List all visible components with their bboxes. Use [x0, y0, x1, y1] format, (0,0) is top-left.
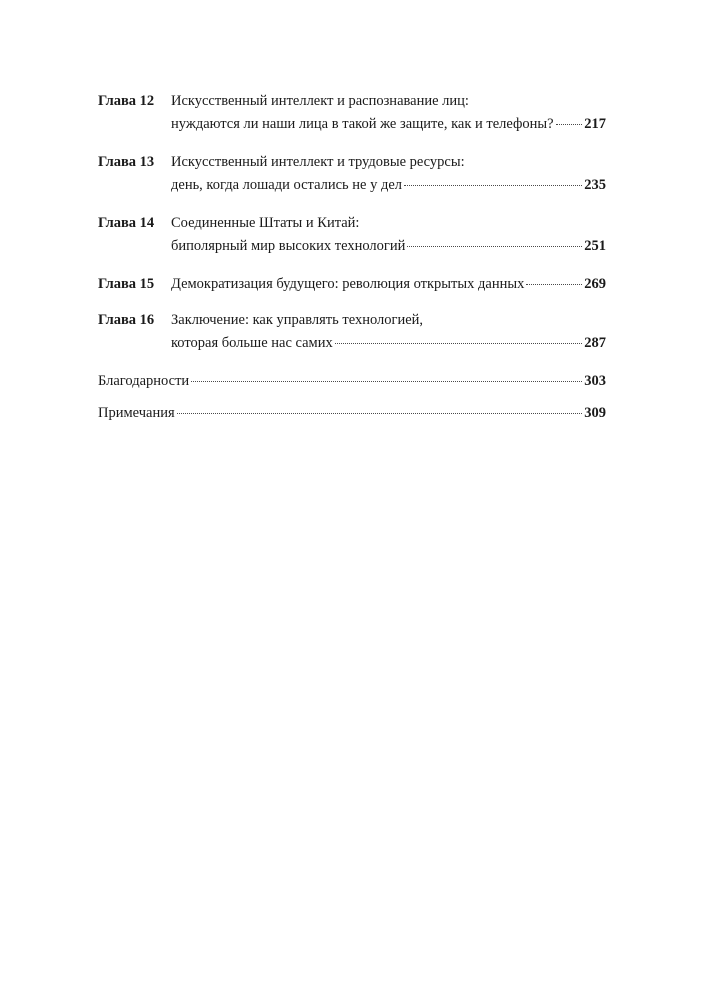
chapter-title	[171, 273, 606, 296]
page-number: 251	[584, 238, 606, 254]
chapter-title	[171, 151, 606, 197]
page-number: 303	[584, 373, 606, 389]
dot-leader	[404, 184, 582, 186]
chapter-title-line-1: Искусственный интеллект и трудовые ресурсы:	[171, 154, 465, 170]
chapter-title-line-2	[171, 235, 606, 258]
chapter-label: Глава 15	[98, 276, 155, 292]
chapter-title-line-2-text: день, когда лошади остались не у дел	[171, 177, 403, 193]
toc-entry-chapter-12[interactable]	[98, 90, 606, 136]
toc-entry-chapter-14[interactable]	[98, 212, 606, 258]
chapter-title-line-2	[171, 332, 606, 355]
toc-entry-chapter-15[interactable]	[98, 273, 606, 296]
chapter-label: Глава 12	[98, 93, 155, 109]
chapter-title-line-1-text: Демократизация будущего: революция открытых данных	[171, 276, 525, 292]
dot-leader	[177, 412, 583, 414]
dot-leader	[191, 380, 582, 382]
page-number: 217	[584, 116, 606, 132]
section-title: Примечания	[98, 405, 175, 421]
chapter-label: Глава 13	[98, 154, 155, 170]
toc-entry-notes[interactable]	[98, 402, 606, 425]
chapter-title	[171, 309, 606, 355]
chapter-label: Глава 16	[98, 312, 155, 328]
toc-entry-line	[98, 402, 606, 425]
chapter-title-line-2-text: нуждаются ли наши лица в такой же защите, как и телефоны?	[171, 116, 554, 132]
chapter-title-line-1: Заключение: как управлять технологией,	[171, 312, 424, 328]
chapter-title-line-1: Соединенные Штаты и Китай:	[171, 215, 360, 231]
toc-entry-chapter-13[interactable]	[98, 151, 606, 197]
chapter-title-line-2-text: которая больше нас самих	[171, 335, 333, 351]
chapter-title-line-2-text: биполярный мир высоких технологий	[171, 238, 406, 254]
chapter-title-line-1	[171, 273, 606, 296]
dot-leader	[556, 123, 583, 125]
dot-leader	[407, 245, 582, 247]
toc-entry-acknowledgements[interactable]	[98, 370, 606, 393]
dot-leader	[526, 283, 582, 285]
dot-leader	[335, 342, 583, 344]
page-number: 235	[584, 177, 606, 193]
chapter-title-line-2	[171, 113, 606, 136]
chapter-title-line-1: Искусственный интеллект и распознавание лиц:	[171, 93, 469, 109]
toc-entry-line	[98, 370, 606, 393]
chapter-title	[171, 212, 606, 258]
page-number: 287	[584, 335, 606, 351]
chapter-label: Глава 14	[98, 215, 155, 231]
toc-entry-chapter-16[interactable]	[98, 309, 606, 355]
section-title: Благодарности	[98, 373, 190, 389]
page-number: 309	[584, 405, 606, 421]
chapter-title	[171, 90, 606, 136]
chapter-title-line-2	[171, 174, 606, 197]
table-of-contents	[98, 90, 606, 434]
page-number: 269	[584, 276, 606, 292]
